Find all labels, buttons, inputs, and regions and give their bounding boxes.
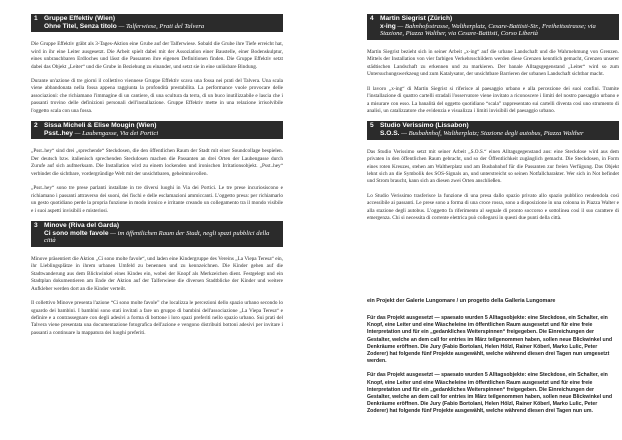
section-title: Gruppe Effektiv (Wien): [44, 15, 116, 22]
section-number: 2: [34, 122, 38, 130]
section-header: [367, 121, 619, 139]
german-paragraph: Das Studio Verissimo setzt mit seiner Arbeit „S.O.S.“ einen Alltagsgegenstand aus: eine Steckdose wird aus dem privaten in den öffentlichen Raum gebracht, und so der Öffentlichkeit zugänglich gemacht. Die Steckdosen, in Form eines roten Kreuzes, stehen am Waltherplatz und am Busbahnhof für die Passanten zur freien Verfügung. Das Objekt lehnt sich an die Symbolik des SOS-Signals an, und unterstreicht so seinen Notfallcharakter. Wer sich in Not befindet und Strom braucht, kann sich an diesen zwei Orten anschließen.: [367, 148, 619, 185]
section-title: Minove (Riva del Garda): [44, 222, 120, 230]
italian-paragraph: Il collettivo Minove presenta l'azione “Ci sono molte favole” che localizza le percezioni dello spazio urbano secondo lo sguardo dei bambini. I bambini sono stati invitati a fare un gruppo di bambini dell'associazione „La Viepa Teresa“ e definire e a contrassegnare con degli adesivi a forma di bottone i loro spazi preferiti nello spazio urbano. Sui prati del Talvera viene presentata una documentazione fotografica dell'azione e vengono distribuiti bottoni adesivi per invitare i passanti a continuare la mappatura dei luoghi preferiti.: [31, 300, 283, 336]
right-column: [367, 14, 619, 229]
project-notes: [367, 298, 619, 423]
project-name: Ci sono molte favole: [44, 229, 109, 237]
section-title: Studio Verissimo (Lissabon): [380, 122, 469, 130]
section-4: [367, 14, 619, 115]
project-name: S.O.S.: [380, 130, 400, 137]
section-title: Martin Siegrist (Zürich): [380, 15, 453, 22]
notes-paragraph: Für das Projekt ausgesetzt — spaesato wurden 5 Alltagsobjekte: eine Steckdose, ein Schalter, ein Knopf, eine Leiter und eine Wäscheleine im öffentlichen Raum ausgesetzt und für eine freie Interpretation und für ein „gedankliches Weiterspinnen“ freigegeben. Die Einreichungen der Gestalter, welche an dem call for entries im März teilgenommen haben, sollen neue Blickwinkel und Denkräume eröffnen. Die Jury (Fabio Bortolani, Helen Hölzl, Rainer Köberl, Marko Lulic, Peter Zoderer) hat folgende fünf Projekte ausgewählt, welche während diesen drei Tagen nun um.: [367, 372, 613, 415]
italian-paragraph: „Psst..hey“ sono tre prese parlanti installate in tre diversi luoghi in Via dei Portici. Le tre prese incuriosiscono e richiamano i passanti attraverso dei suoni, dei fischi e delle esclamazioni ammiccanti. L'oggetto presa: per richiamarlo un gesto quotidiano perde la propria funzione in modo ironico e irritante creando un collegamento tra il mondo visibile e i suoi aspetti invisibili e misteriosi.: [31, 185, 283, 214]
notes-paragraph: Für das Projekt ausgesetzt — spaesato wurden 5 Alltagsobjekte: eine Steckdose, ein Schalter, ein Knopf, eine Leiter und eine Wäscheleine im öffentlichen Raum ausgesetzt und für eine freie Interpretation und für ein „gedankliches Weiterspinnen“ freigegeben. Die Einreichungen der Gestalter, welche an dem call for entries im März teilgenommen haben, sollen neue Blickwinkel und Denkräume eröffnen. Die Jury (Fabio Bortolani, Helen Hölzl, Rainer Köberl, Marko Lulic, Peter Zoderer) hat folgende fünf Projekte ausgewählt, welche während diesen drei Tagen nun umgesetzt werden.: [367, 315, 613, 365]
german-paragraph: „Psst..hey“ sind drei „sprechende“ Steckdosen, die den öffentlichen Raum der Stadt mit einer Soundcollage bespielen. Der deutsch bzw. italienisch sprechenden Steckdosen machen die Passanten an drei Orten der Laubengasse durch Zurufe auf sich aufmerksam. Die Installation wird zu einem lockenden und ironischen Irritationsobjekt. „Psst..hey“ verbindet die sichtbare, vordergründige Welt mit der unsichtbaren, geheimnisvollen.: [31, 148, 283, 177]
german-paragraph: Die Gruppe Effektiv gräbt als 3-Tages-Aktion eine Grube auf der Talferwiese. Sobald die Grube ihre Tiefe erreicht hat, wird in ihr eine Leiter ausgesetzt. Die Arbeit spielt dabei mit der Assoziation einer Baustelle, einer Bodenskulptur, eines unbrauchbaren Erdloches und lässt die Passanten ihre eigenen Definitionen finden. Die Gruppe Effektiv setzt dabei das Objekt „Leiter“ und die Grube in Beziehung zu einander, und setzt sie in eine unlösbare Bindung.: [31, 41, 283, 70]
section-3: [31, 221, 283, 337]
section-5: [367, 121, 619, 222]
section-subtitle: [34, 23, 280, 31]
section-number: 1: [34, 15, 38, 22]
section-header: [367, 14, 619, 40]
project-location: — Bahnhofsstrasse, Waltherplatz, Cesare-Battisti-Str., Freiheitsstrasse; via Stazione, Piazza Walther, via Cesare-Battisti, Corso Libertà: [380, 22, 596, 38]
italian-paragraph: Il lavoro „x-ing“ di Martin Siegrist si riferisce al paesaggio urbano e alla percezione dei suoi confini. Tramite l'installazione di quattro cartelli stradali l'osservatore viene invitato a riconoscere i limiti del nostro paesaggio urbano e a misurare con esso. La banalità del oggetto quotidiano “scala” rappresentato sui cartelli diventa così uno strumento di analisi, un catalizzatore che evidenzia e visualizza i limiti invisibili del paesaggio urbano.: [367, 85, 619, 114]
project-location: — im öffentlichen Raum der Stadt, negli spazi pubblici della città: [44, 229, 270, 245]
italian-paragraph: Durante un'azione di tre giorni il collettivo viennese Gruppe Effektiv scava una fossa nei prati del Talvera. Una scala viene abbandonata nella fossa appena raggiunta la profondità prestabilita. La performance vuole provocare delle associazioni: che richiamano l'immagine di un cantiere, di una scultura da terra, di un buco inutilizzabile e lascia che i passanti trovino delle definizioni personali dell'installazione. Gruppe Effektiv mette in una relazione irrisolvibile l'oggetto scala con una fossa.: [31, 78, 283, 114]
section-header: [31, 14, 283, 32]
section-1: [31, 14, 283, 115]
project-location: — Talferwiese, Prati del Talvera: [116, 22, 205, 30]
section-number: 4: [370, 15, 374, 22]
section-subtitle: [370, 130, 616, 138]
section-subtitle: [34, 130, 280, 138]
project-location: — Busbahnhof, Waltherplatz; Stazione degli autobus, Piazza Walther: [399, 130, 584, 137]
project-name: x-ing: [380, 22, 396, 30]
project-location: — Laubengasse, Via dei Portici: [72, 129, 159, 137]
project-name: Psst..hey: [44, 129, 73, 137]
section-subtitle: [370, 23, 616, 38]
section-2: [31, 121, 283, 215]
section-title: Sissa Micheli & Elise Mougin (Wien): [44, 122, 157, 130]
notes-heading: ein Projekt der Galerie Lungomare / un progetto della Galleria Lungomare: [367, 298, 556, 304]
italian-paragraph: Lo Studio Verissimo trasferisce la funzione di una presa dallo spazio privato allo spazio pubblico rendendola così accessibile ai passanti. Le prese sono a forma di una croce rossa, sono a disposizione in una colonna in Piazza Walter e alla stazione degli autobus. L'oggetto fa riferimento al segnale di pronto soccorso e sottolinea così il suo carattere di emergenza. Chi si necessita di corrente elettrica può collegarsi in questi due punti della città.: [367, 192, 619, 222]
section-subtitle: [34, 230, 280, 245]
project-name: Ohne Titel, Senza titolo: [44, 22, 117, 30]
section-header: [31, 221, 283, 247]
section-header: [31, 121, 283, 139]
german-paragraph: Martin Siegrist bezieht sich in seiner Arbeit „x-ing“ auf die urbane Landschaft und die Wahrnehmung von Grenzen. Mittels der Installation von vier farbigen Verkehrsschildern werden diese Grenzen kenntlich gemacht, Grenzen unserer städtischen Landschaft zu erkennen und zu markieren. Der banale Alltagsgegenstand „Leiter“ wird so zum Untersuchungswerkzeug und zum Katalysator, der unsichtbare Barrieren der urbanen Landschaft sichtbar macht.: [367, 48, 619, 78]
section-number: 5: [370, 122, 374, 130]
left-column: [31, 14, 283, 343]
german-paragraph: Minove präsentiert die Aktion „Ci sono molte favole“, und laden eine Kindergruppe des Vereins „La Viepa Teresa“ ein, ihr Lieblingsplätze in ihrem urbanen Umfeld zu benennen und zu kennzeichnen. Die Kinder gehen auf die Stadtwanderung aus dem Blickwinkel eines Kindes ein, wobei der Knopf als Merkzeichen dient. Festgelegt und ein Stadtplan dokumentieren am Ende der Aktion auf der Talferwiese die diversen Stadtblicke der Kinder und weitere Aufkleber werden dort an die Kinder verteilt.: [31, 255, 283, 292]
section-number: 3: [34, 222, 38, 230]
